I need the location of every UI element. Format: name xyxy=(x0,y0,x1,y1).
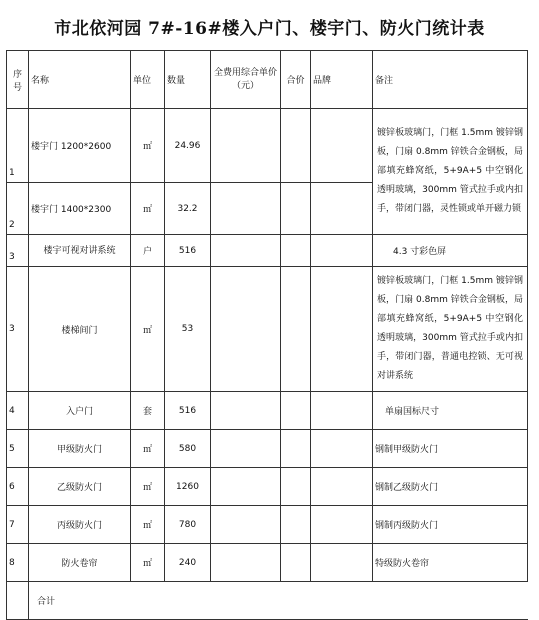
cell-unit: ㎡ xyxy=(131,506,165,544)
cell-total xyxy=(281,506,311,544)
cell-qty: 580 xyxy=(165,430,211,468)
cell-unit: ㎡ xyxy=(131,544,165,582)
cell-note: 单扇国标尺寸 xyxy=(373,392,528,430)
cell-no: 3 xyxy=(7,235,29,267)
cell-brand xyxy=(311,267,373,392)
cell-note: 钢制乙级防火门 xyxy=(373,468,528,506)
cell-note-shared: 镀锌板玻璃门，门框 1.5mm 镀锌钢板，门扇 0.8mm 锌铁合金钢板，局部填充蜂窝纸，5+9A+5 中空钢化透明玻璃，300mm 管式拉手或内扣手，带闭门器，灵性锁或单开磁力锁 xyxy=(373,109,528,235)
table-row xyxy=(7,506,528,544)
header-brand: 品牌 xyxy=(311,51,373,109)
cell-total xyxy=(281,544,311,582)
cell-name: 楼宇门 1400*2300 xyxy=(29,183,131,235)
cell-name: 乙级防火门 xyxy=(29,468,131,506)
cell-note: 4.3 寸彩色屏 xyxy=(373,235,528,267)
cell-price xyxy=(211,235,281,267)
table-row xyxy=(7,235,528,267)
header-row xyxy=(7,51,528,109)
cell-qty: 53 xyxy=(165,267,211,392)
total-row xyxy=(7,582,528,620)
cell-qty: 32.2 xyxy=(165,183,211,235)
cell-no: 4 xyxy=(7,392,29,430)
header-note: 备注 xyxy=(373,51,528,109)
cell-brand xyxy=(311,183,373,235)
cell-note: 特级防火卷帘 xyxy=(373,544,528,582)
table-row xyxy=(7,392,528,430)
cell-name: 甲级防火门 xyxy=(29,430,131,468)
header-no: 序号 xyxy=(7,51,29,109)
cell-name: 防火卷帘 xyxy=(29,544,131,582)
cell-total xyxy=(281,235,311,267)
table-row xyxy=(7,109,528,183)
cell-no: 8 xyxy=(7,544,29,582)
cell-brand xyxy=(311,235,373,267)
cell-name: 楼梯间门 xyxy=(29,267,131,392)
header-unit: 单位 xyxy=(131,51,165,109)
cell-name: 丙级防火门 xyxy=(29,506,131,544)
cell-no: 2 xyxy=(7,183,29,235)
header-qty: 数量 xyxy=(165,51,211,109)
cell-no xyxy=(7,582,29,620)
cell-total xyxy=(281,430,311,468)
cell-no: 6 xyxy=(7,468,29,506)
table-title: 市北依河园 7#-16#楼入户门、楼宇门、防火门统计表 xyxy=(54,19,485,39)
cell-unit: ㎡ xyxy=(131,430,165,468)
cell-brand xyxy=(311,109,373,183)
table-row xyxy=(7,430,528,468)
table-row xyxy=(7,267,528,392)
cell-price xyxy=(211,430,281,468)
cell-brand xyxy=(311,544,373,582)
cell-total xyxy=(281,468,311,506)
cell-note: 镀锌板玻璃门，门框 1.5mm 镀锌钢板，门扇 0.8mm 锌铁合金钢板，局部填充蜂窝纸，5+9A+5 中空钢化透明玻璃，300mm 管式拉手或内扣手，带闭门器，普通电控锁、无可视对讲系统 xyxy=(373,267,528,392)
cell-no: 5 xyxy=(7,430,29,468)
cell-no: 7 xyxy=(7,506,29,544)
cell-total xyxy=(281,392,311,430)
cell-total xyxy=(281,267,311,392)
cell-no: 3 xyxy=(7,267,29,392)
cell-unit: 套 xyxy=(131,392,165,430)
cell-unit: ㎡ xyxy=(131,267,165,392)
cell-qty: 24.96 xyxy=(165,109,211,183)
header-price: 全费用综合单价（元） xyxy=(211,51,281,109)
cell-qty: 780 xyxy=(165,506,211,544)
cell-name: 楼宇可视对讲系统 xyxy=(29,235,131,267)
cell-price xyxy=(211,109,281,183)
header-total: 合价 xyxy=(281,51,311,109)
cell-brand xyxy=(311,430,373,468)
cell-brand xyxy=(311,506,373,544)
cell-price xyxy=(211,506,281,544)
cell-unit: ㎡ xyxy=(131,183,165,235)
cell-price xyxy=(211,183,281,235)
cell-total xyxy=(281,183,311,235)
cell-unit: 户 xyxy=(131,235,165,267)
table-row xyxy=(7,544,528,582)
cell-qty: 516 xyxy=(165,392,211,430)
cell-price xyxy=(211,468,281,506)
statistics-table xyxy=(6,50,528,620)
cell-qty: 240 xyxy=(165,544,211,582)
cell-brand xyxy=(311,392,373,430)
cell-price xyxy=(211,544,281,582)
total-label: 合计 xyxy=(29,582,528,620)
cell-price xyxy=(211,267,281,392)
cell-note: 钢制丙级防火门 xyxy=(373,506,528,544)
cell-note: 钢制甲级防火门 xyxy=(373,430,528,468)
cell-name: 入户门 xyxy=(29,392,131,430)
cell-total xyxy=(281,109,311,183)
cell-price xyxy=(211,392,281,430)
cell-name: 楼宇门 1200*2600 xyxy=(29,109,131,183)
cell-brand xyxy=(311,468,373,506)
cell-qty: 516 xyxy=(165,235,211,267)
cell-no: 1 xyxy=(7,109,29,183)
header-name: 名称 xyxy=(29,51,131,109)
table-row xyxy=(7,468,528,506)
cell-unit: ㎡ xyxy=(131,109,165,183)
cell-qty: 1260 xyxy=(165,468,211,506)
cell-unit: ㎡ xyxy=(131,468,165,506)
